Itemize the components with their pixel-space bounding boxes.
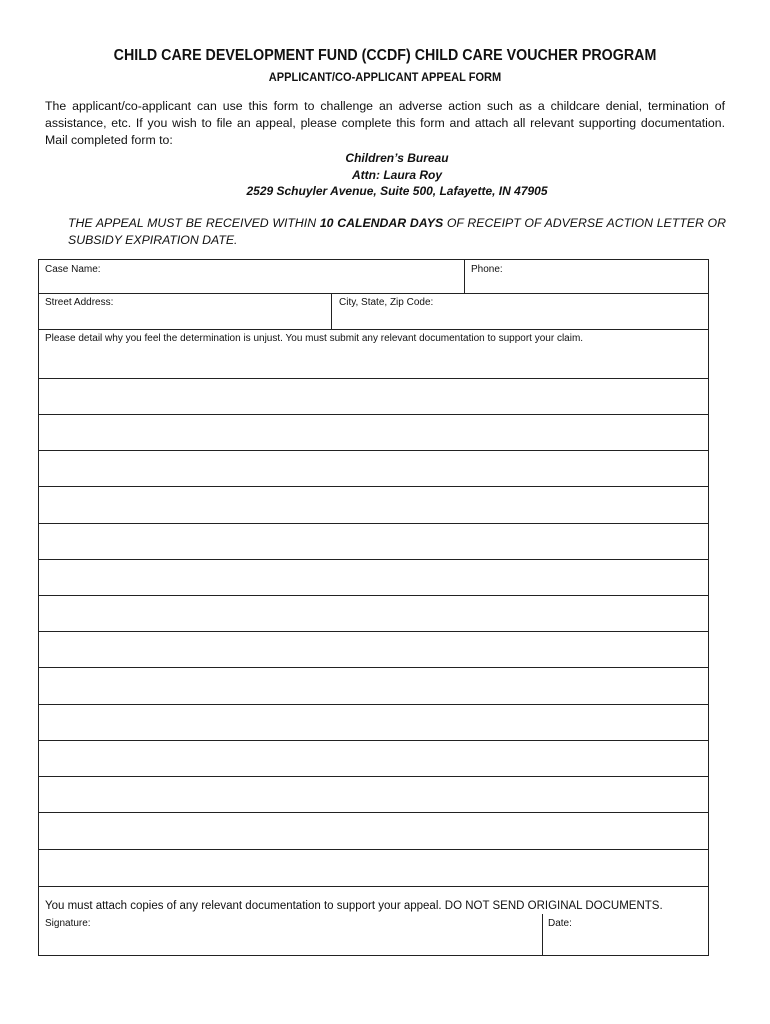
writing-line[interactable] — [39, 631, 708, 632]
writing-line[interactable] — [39, 414, 708, 415]
row2-divider — [331, 293, 332, 329]
row2-bottom-border — [39, 329, 708, 330]
deadline-notice — [68, 215, 726, 249]
writing-line[interactable] — [39, 595, 708, 596]
case-name-label: Case Name: — [45, 264, 101, 275]
mail-to-line-1: Children’s Bureau — [345, 151, 449, 165]
writing-line[interactable] — [39, 486, 708, 487]
attach-documents-note: You must attach copies of any relevant documentation to support your appeal. DO NOT SEND ORIGINAL DOCUMENTS. — [45, 900, 663, 912]
row1-divider — [464, 260, 465, 293]
writing-line[interactable] — [39, 776, 708, 777]
writing-line[interactable] — [39, 378, 708, 379]
detail-prompt: Please detail why you feel the determination is unjust. You must submit any relevant documentation to support your claim. — [45, 333, 584, 344]
writing-line[interactable] — [39, 740, 708, 741]
signature-divider — [542, 914, 543, 956]
deadline-emphasis: 10 CALENDAR DAYS — [319, 216, 444, 230]
date-label: Date: — [548, 918, 572, 929]
writing-line[interactable] — [39, 667, 708, 668]
signature-label: Signature: — [45, 918, 91, 929]
writing-line[interactable] — [39, 450, 708, 451]
writing-line[interactable] — [39, 523, 708, 524]
city-state-zip-label: City, State, Zip Code: — [339, 297, 434, 308]
form-title: CHILD CARE DEVELOPMENT FUND (CCDF) CHILD CARE VOUCHER PROGRAM — [113, 47, 657, 64]
deadline-suffix: OF RECEIPT OF ADVERSE ACTION LETTER OR SUBSIDY EXPIRATION DATE. — [68, 216, 726, 247]
appeal-form-table — [38, 259, 709, 956]
writing-line[interactable] — [39, 559, 708, 560]
form-subtitle: APPLICANT/CO-APPLICANT APPEAL FORM — [268, 70, 502, 84]
writing-line[interactable] — [39, 886, 708, 887]
writing-line[interactable] — [39, 849, 708, 850]
mail-to-line-3: 2529 Schuyler Avenue, Suite 500, Lafayette, IN 47905 — [246, 184, 548, 198]
phone-label: Phone: — [471, 264, 503, 275]
writing-line[interactable] — [39, 704, 708, 705]
street-address-label: Street Address: — [45, 297, 114, 308]
intro-paragraph: The applicant/co-applicant can use this form to challenge an adverse action such as a childcare denial, termination of assistance, etc. If you wish to file an appeal, please complete this form and attach all relevant supporting documentation. Mail completed form to: — [45, 99, 725, 147]
deadline-prefix: THE APPEAL MUST BE RECEIVED WITHIN — [68, 216, 320, 230]
writing-line[interactable] — [39, 812, 708, 813]
mail-to-line-2: Attn: Laura Roy — [352, 168, 442, 182]
row1-bottom-border — [39, 293, 708, 294]
